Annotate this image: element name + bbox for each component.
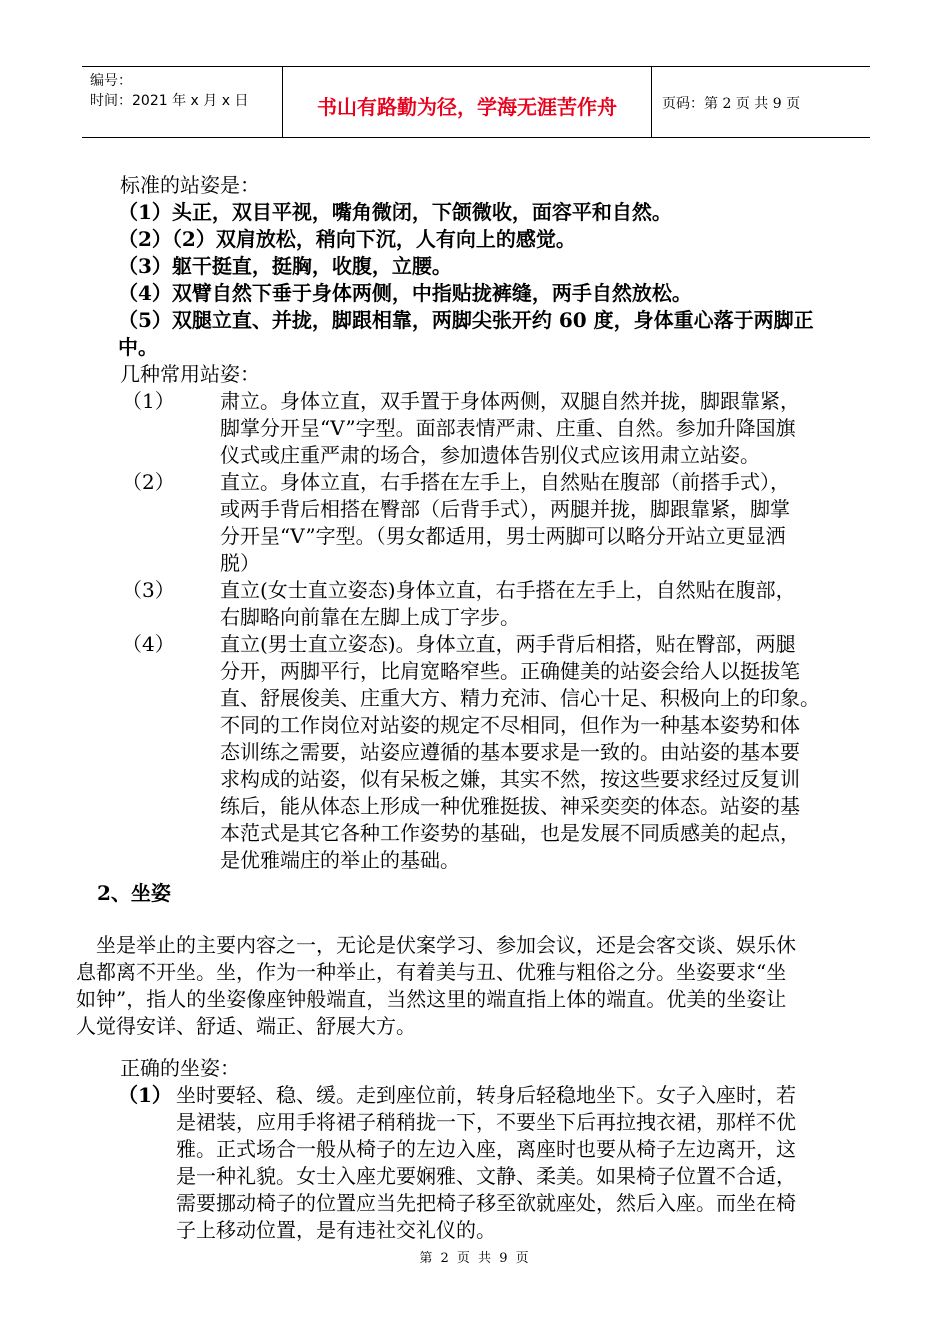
common-line: 态训练之需要，站姿应遵循的基本要求是一致的。由站姿的基本要 — [220, 740, 800, 764]
header-center-cell — [282, 67, 652, 137]
sitting-item-line: 需要挪动椅子的位置应当先把椅子移至欲就座处，然后入座。而坐在椅 — [176, 1191, 796, 1215]
sitting-para-line: 如钟”，指人的坐姿像座钟般端直，当然这里的端直指上体的端直。优美的坐姿让 — [76, 987, 787, 1011]
page-header — [82, 66, 870, 138]
standing-point: （4）双臂自然下垂于身体两侧，中指贴拢裤缝，两手自然放松。 — [118, 281, 692, 305]
page-footer: 第 2 页 共 9 页 — [419, 1251, 531, 1266]
common-line: 肃立。身体立直，双手置于身体两侧，双腿自然并拢，脚跟靠紧， — [220, 389, 800, 413]
common-title: 几种常用站姿： — [120, 362, 260, 386]
common-line: 直立(男士直立姿态)。身体立直，两手背后相搭，贴在臀部，两腿 — [220, 632, 796, 656]
header-right-cell — [652, 67, 870, 137]
page-label: 页码：第 2 页 共 9 页 — [662, 96, 801, 112]
sitting-item-line: 坐时要轻、稳、缓。走到座位前，转身后轻稳地坐下。女子入座时，若 — [176, 1083, 796, 1107]
sitting-para-line: 息都离不开坐。坐，作为一种举止，有着美与丑、优雅与粗俗之分。坐姿要求“坐 — [76, 960, 787, 984]
common-line: 脚掌分开呈“V”字型。面部表情严肃、庄重、自然。参加升降国旗 — [220, 416, 796, 440]
standing-point: （1）头正，双目平视，嘴角微闭，下颌微收，面容平和自然。 — [118, 200, 672, 224]
standing-point: （5）双腿立直、并拢，脚跟相靠，两脚尖张开约 60 度，身体重心落于两脚正 — [118, 308, 814, 332]
common-line: 仪式或庄重严肃的场合，参加遗体告别仪式应该用肃立站姿。 — [220, 443, 760, 467]
common-line: 分开，两脚平行，比肩宽略窄些。正确健美的站姿会给人以挺拔笔 — [220, 659, 800, 683]
common-line: 练后，能从体态上形成一种优雅挺拔、神采奕奕的体态。站姿的基 — [220, 794, 800, 818]
sitting-item-line: 雅。正式场合一般从椅子的左边入座，离座时也要从椅子左边离开，这 — [176, 1137, 796, 1161]
section-heading-sitting: 2、坐姿 — [97, 881, 171, 905]
common-line: 直立(女士直立姿态)身体立直，右手搭在左手上，自然贴在腹部， — [220, 578, 796, 602]
common-line: 直立。身体立直，右手搭在左手上，自然贴在腹部（前搭手式）， — [220, 470, 790, 494]
common-line: 不同的工作岗位对站姿的规定不尽相同，但作为一种基本姿势和体 — [220, 713, 800, 737]
standing-point: 中。 — [118, 335, 158, 359]
common-number: （3） — [122, 578, 175, 602]
common-line: 本范式是其它各种工作姿势的基础，也是发展不同质感美的起点， — [220, 821, 800, 845]
common-number: （1） — [122, 389, 175, 413]
header-left-cell — [82, 67, 282, 137]
common-line: 是优雅端庄的举止的基础。 — [220, 848, 460, 872]
sitting-item-number: （1） — [118, 1083, 172, 1107]
common-number: （4） — [122, 632, 175, 656]
common-line: 右脚略向前靠在左脚上成丁字步。 — [220, 605, 520, 629]
standing-point: （2）（2）双肩放松，稍向下沉，人有向上的感觉。 — [118, 227, 576, 251]
common-line: 或两手背后相搭在臀部（后背手式），两腿并拢，脚跟靠紧，脚掌 — [220, 497, 790, 521]
sitting-para-line: 人觉得安详、舒适、端正、舒展大方。 — [76, 1014, 416, 1038]
sitting-item-line: 是一种礼貌。女士入座尤要娴雅、文静、柔美。如果椅子位置不合适， — [176, 1164, 796, 1188]
common-line: 分开呈“V”字型。（男女都适用，男士两脚可以略分开站立更显洒 — [220, 524, 786, 548]
sitting-item-line: 子上移动位置，是有违社交礼仪的。 — [176, 1218, 496, 1242]
date-label: 时间：2021 年 x 月 x 日 — [90, 93, 249, 109]
correct-sitting-title: 正确的坐姿： — [120, 1056, 240, 1080]
sitting-para-line: 坐是举止的主要内容之一，无论是伏案学习、参加会议，还是会客交谈、娱乐休 — [96, 933, 796, 957]
standing-intro: 标准的站姿是： — [120, 173, 260, 197]
standing-point: （3）躯干挺直，挺胸，收腹，立腰。 — [118, 254, 452, 278]
motto: 书山有路勤为径，学海无涯苦作舟 — [317, 95, 617, 119]
common-line: 脱） — [220, 551, 260, 575]
serial-label: 编号： — [90, 73, 132, 89]
common-line: 求构成的站姿，似有呆板之嫌，其实不然，按这些要求经过反复训 — [220, 767, 800, 791]
sitting-item-line: 是裙装，应用手将裙子稍稍拢一下，不要坐下后再拉拽衣裙，那样不优 — [176, 1110, 796, 1134]
common-line: 直、舒展俊美、庄重大方、精力充沛、信心十足、积极向上的印象。 — [220, 686, 820, 710]
common-number: （2） — [122, 470, 175, 494]
